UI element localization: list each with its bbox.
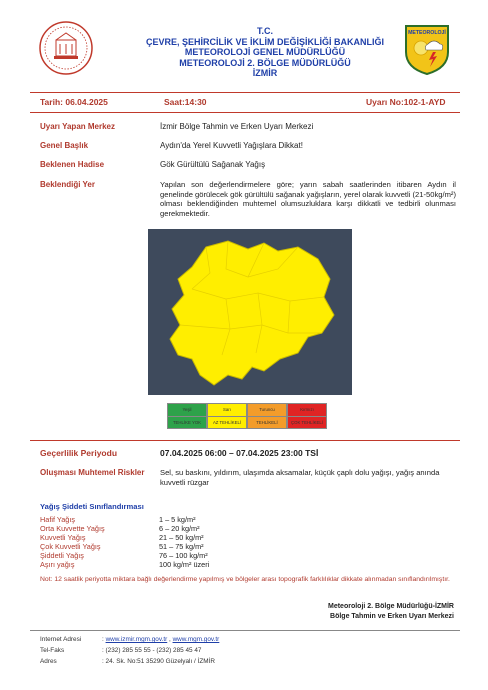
footer-web-separator: , bbox=[167, 636, 173, 643]
legend-red-title: Kırmızı bbox=[288, 404, 326, 416]
header-region: METEOROLOJİ 2. BÖLGE MÜDÜRLÜĞÜ bbox=[179, 57, 351, 68]
class-range-1: 1 – 5 kg/m² bbox=[159, 515, 196, 524]
class-range-6: 100 kg/m² üzeri bbox=[159, 560, 210, 569]
warning-number: Uyarı No:102-1-AYD bbox=[366, 97, 446, 107]
issuer-value: İzmir Bölge Tahmin ve Erken Uyarı Merkezi bbox=[160, 122, 314, 131]
validity-value: 07.04.2025 06:00 – 07.04.2025 23:00 TSİ bbox=[160, 448, 319, 458]
area-description: Yapılan son değerlendirmelere göre; yarın sabah saatlerinden itibaren Aydın il genelinde görülecek gök gürültülü sağanak yağışların, yerel olarak kuvvetli (21-50kg/m²) olması beklendiğinden muhtemel olumsuzluklara karşı dikkatli ve tedbirli olunması gerekmektedir. bbox=[160, 180, 456, 218]
class-name-3: Kuvvetli Yağış bbox=[40, 533, 86, 542]
header-city: İZMİR bbox=[252, 68, 278, 78]
divider-validity bbox=[30, 440, 460, 441]
legend-orange-title: Turuncu bbox=[248, 404, 286, 416]
class-name-4: Çok Kuvvetli Yağış bbox=[40, 542, 101, 551]
legend-yellow-desc: AZ TEHLİKELİ bbox=[208, 416, 246, 429]
legend-green-title: Yeşil bbox=[168, 404, 206, 416]
header-ministry: ÇEVRE, ŞEHİRCİLİK VE İKLİM DEĞİŞİKLİĞİ BAKANLIĞI bbox=[145, 36, 385, 47]
logo-text: METEOROLOJİ bbox=[408, 30, 446, 36]
legend-red-desc: ÇOK TEHLİKELİ bbox=[288, 416, 326, 429]
footer-tel bbox=[40, 647, 201, 654]
class-range-5: 76 – 100 kg/m² bbox=[159, 551, 208, 560]
footer-tel-value: : (232) 285 55 55 - (232) 285 45 47 bbox=[102, 647, 202, 654]
legend-green-desc: TEHLİKE YOK bbox=[168, 416, 206, 429]
header-tc: T.C. bbox=[256, 26, 273, 36]
class-range-4: 51 – 75 kg/m² bbox=[159, 542, 204, 551]
classification-title: Yağış Şiddeti Sınıflandırması bbox=[40, 502, 144, 511]
class-name-6: Aşırı yağış bbox=[40, 560, 75, 569]
footer-web-link-1[interactable]: www.izmir.mgm.gov.tr bbox=[105, 636, 168, 643]
footer-web-label: Internet Adresi bbox=[40, 636, 82, 643]
legend-yellow bbox=[207, 403, 247, 429]
footer-addr-label: Adres bbox=[40, 658, 57, 665]
footer-address bbox=[40, 658, 215, 665]
divider-top bbox=[30, 92, 460, 93]
issuer-label: Uyarı Yapan Merkez bbox=[40, 122, 116, 131]
document-header bbox=[120, 26, 410, 79]
validity-label: Geçerlilik Periyodu bbox=[40, 448, 118, 458]
footer-web-link-2[interactable]: www.mgm.gov.tr bbox=[172, 636, 220, 643]
class-name-2: Orta Kuvvette Yağış bbox=[40, 524, 105, 533]
classification-note: Not: 12 saatlik periyotta miktara bağlı değerlendirme yapılmış ve bölgeler arası topografik farklılıklar dikkate alınmadan sınıflandırılmıştır. bbox=[40, 576, 450, 583]
legend-orange-desc: TEHLİKELİ bbox=[248, 416, 286, 429]
legend-red bbox=[287, 403, 327, 429]
class-name-5: Şiddetli Yağış bbox=[40, 551, 84, 560]
legend-orange bbox=[247, 403, 287, 429]
time-label: Saat:14:30 bbox=[164, 97, 207, 107]
footer-tel-label: Tel-Faks bbox=[40, 647, 65, 654]
ministry-logo bbox=[38, 20, 94, 76]
class-range-2: 6 – 20 kg/m² bbox=[159, 524, 200, 533]
area-label: Beklendiği Yer bbox=[40, 180, 95, 189]
warning-map bbox=[148, 229, 352, 395]
headline-value: Aydın'da Yerel Kuvvetli Yağışlara Dikkat! bbox=[160, 141, 303, 150]
signature-line-1: Meteoroloji 2. Bölge Müdürlüğü-İZMİR bbox=[328, 603, 454, 610]
risks-label: Oluşması Muhtemel Riskler bbox=[40, 468, 145, 477]
meteoroloji-logo bbox=[404, 22, 450, 76]
header-directorate: METEOROLOJİ GENEL MÜDÜRLÜĞÜ bbox=[184, 47, 346, 57]
divider-info bbox=[30, 112, 460, 113]
headline-label: Genel Başlık bbox=[40, 141, 89, 150]
risks-value: Sel, su baskını, yıldırım, ulaşımda aksamalar, küçük çaplı dolu yağışı, yağış anında kuvvetli rüzgar bbox=[160, 468, 440, 487]
class-range-3: 21 – 50 kg/m² bbox=[159, 533, 204, 542]
footer-divider bbox=[30, 630, 460, 631]
event-label: Beklenen Hadise bbox=[40, 160, 105, 169]
event-value: Gök Gürültülü Sağanak Yağış bbox=[160, 160, 266, 169]
date-label: Tarih: 06.04.2025 bbox=[40, 97, 108, 107]
footer-addr-value: : 24. Sk. No:51 35290 Güzelyalı / İZMİR bbox=[102, 658, 215, 665]
footer-web: Internet Adresi : www.izmir.mgm.gov.tr , www.mgm.gov.tr bbox=[40, 636, 220, 643]
legend-green bbox=[167, 403, 207, 429]
class-name-1: Hafif Yağış bbox=[40, 515, 76, 524]
aydin-province-shape bbox=[170, 241, 334, 385]
legend-yellow-title: Sarı bbox=[208, 404, 246, 416]
signature-line-2: Bölge Tahmin ve Erken Uyarı Merkezi bbox=[330, 613, 454, 620]
warning-level-legend bbox=[167, 403, 327, 429]
